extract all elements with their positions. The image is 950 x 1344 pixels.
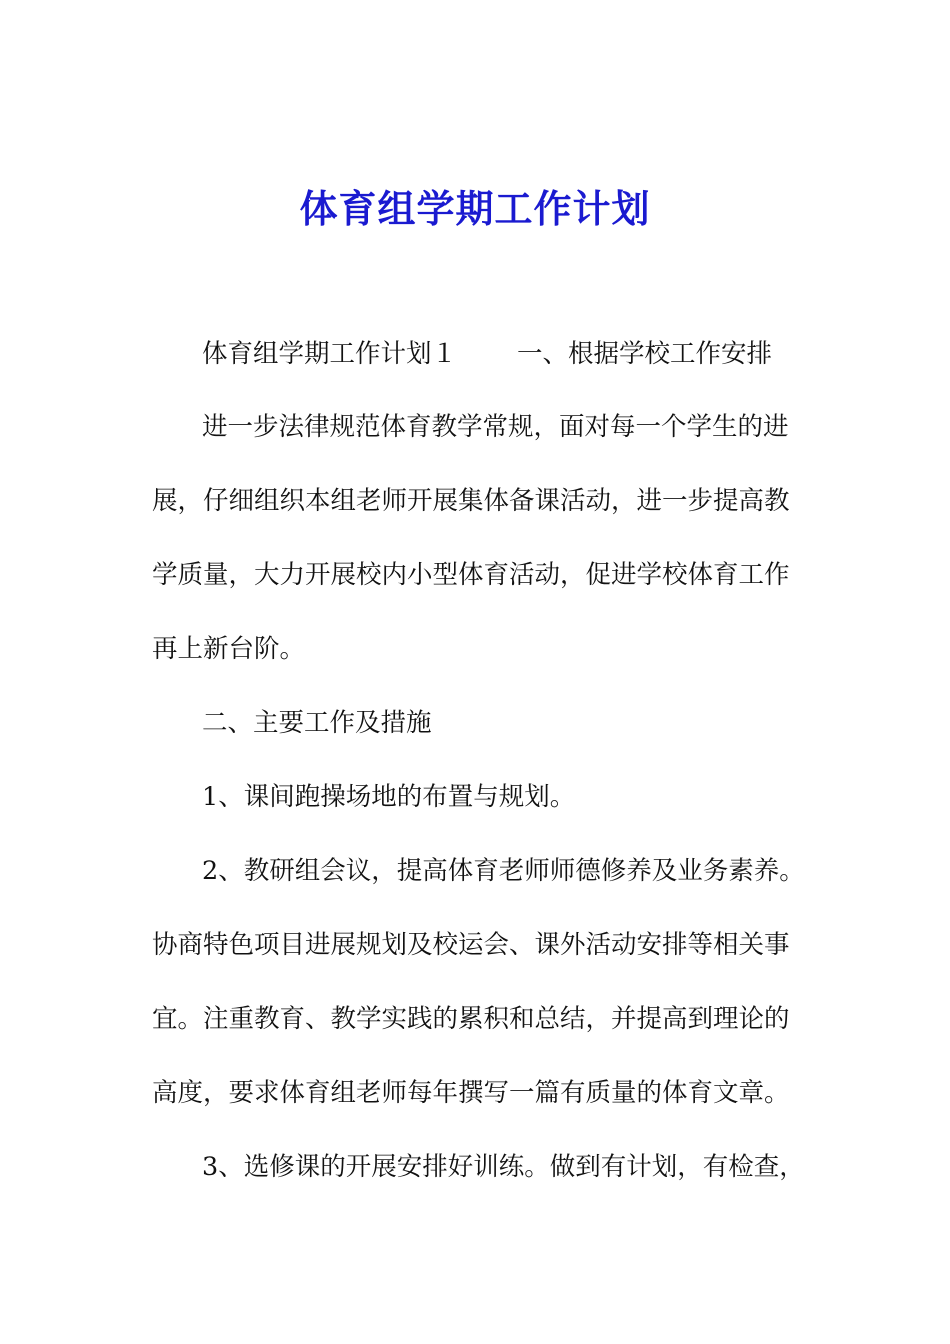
document-title: 体育组学期工作计划 [299, 187, 651, 231]
paragraph-line-5: 再上新台阶。 [152, 634, 306, 664]
section-heading-1: 一、根据学校工作安排 [517, 339, 773, 369]
section-heading-2: 二、主要工作及措施 [202, 708, 432, 738]
paragraph-line-10: 宜。注重教育、教学实践的累积和总结，并提高到理论的 [152, 1004, 790, 1034]
list-item-1: 1、课间跑操场地的布置与规划。 [202, 782, 576, 812]
paragraph-line-11: 高度，要求体育组老师每年撰写一篇有质量的体育文章。 [152, 1078, 790, 1108]
paragraph-line-9: 协商特色项目进展规划及校运会、课外活动安排等相关事 [152, 930, 790, 960]
paragraph-line-2: 进一步法律规范体育教学常规，面对每一个学生的进 [202, 412, 789, 442]
paragraph-line-3: 展，仔细组织本组老师开展集体备课活动，进一步提高教 [152, 486, 790, 516]
plan-heading: 体育组学期工作计划１ [202, 339, 458, 369]
paragraph-line-1 [202, 338, 772, 370]
paragraph-line-4: 学质量，大力开展校内小型体育活动，促进学校体育工作 [152, 560, 790, 590]
list-item-2: 2、教研组会议，提高体育老师师德修养及业务素养。 [202, 856, 805, 886]
list-item-3: 3、选修课的开展安排好训练。做到有计划，有检查， [202, 1152, 805, 1182]
